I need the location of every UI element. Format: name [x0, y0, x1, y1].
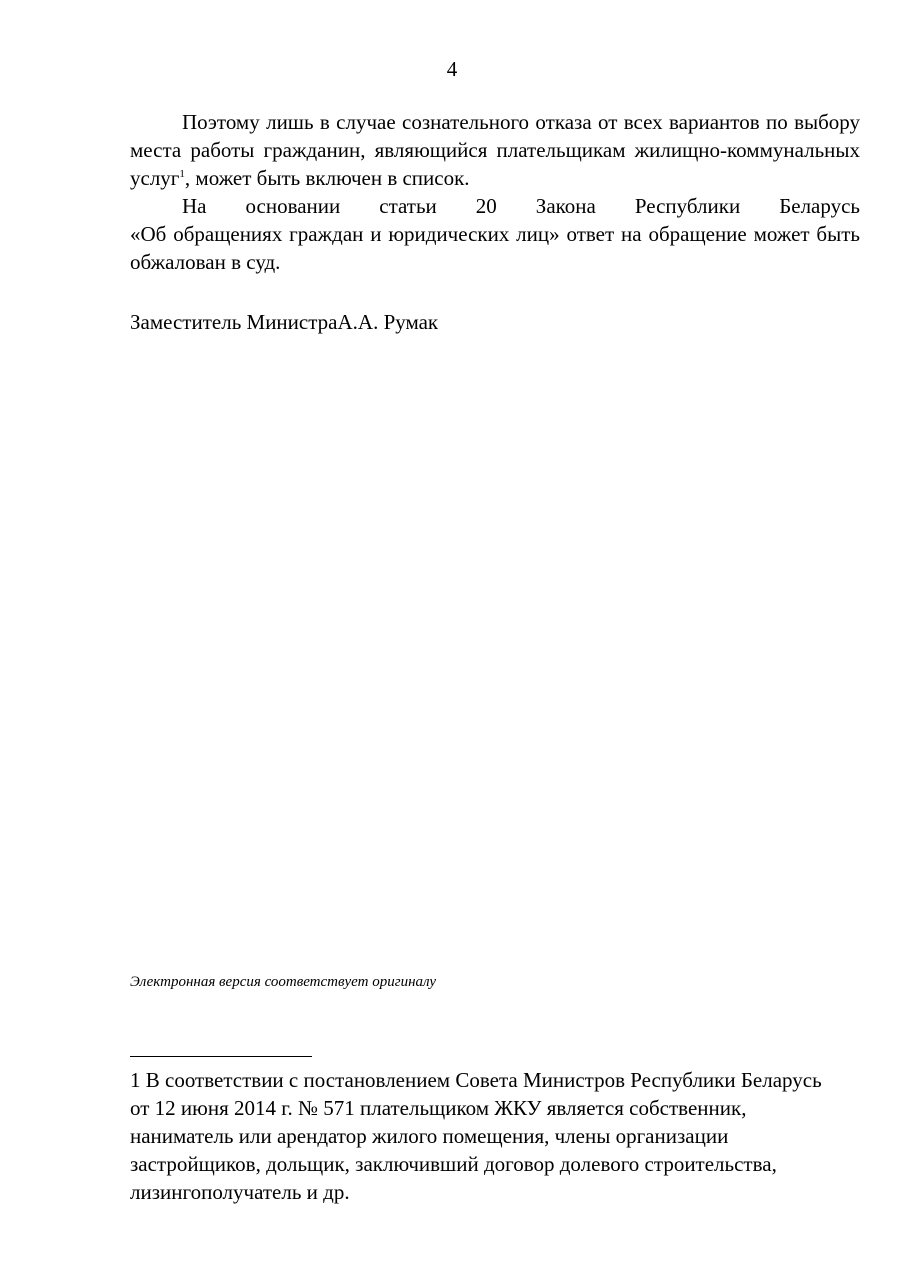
page-number: 4 — [446, 57, 458, 81]
paragraph-refusal — [130, 108, 860, 192]
footnote-divider — [130, 1056, 312, 1057]
footnote-text: 1 В соответствии с постановлением Совета Министров Республики Беларусь от 12 июня 2014 г. № 571 плательщиком ЖКУ является собственник, наниматель или арендатор жилого помещения, члены организации застройщиков, дольщик, заключивший договор долевого строительства, лизингополучатель и др. — [130, 1068, 822, 1204]
paragraph-refusal-text: Поэтому лишь в случае сознательного отказа от всех вариантов по выбору места работы гражданин, являющийся плательщикам жилищно-коммунальных услуг — [130, 110, 860, 190]
paragraph-appeal-rest: «Об обращениях граждан и юридических лиц» ответ на обращение может быть обжалован в суд. — [130, 222, 860, 274]
electronic-version-note: Электронная версия соответствует оригиналу — [130, 974, 437, 990]
footnote-reference: 1 — [179, 168, 185, 180]
signatory-name: А.А. Румак — [337, 310, 439, 334]
signature-block — [130, 308, 438, 336]
paragraph-appeal-line1: На основании статьи 20 Закона Республики Беларусь — [182, 194, 860, 218]
signatory-title: Заместитель Министра — [130, 310, 338, 334]
letter-body — [130, 108, 860, 276]
paragraph-refusal-tail: , может быть включен в список. — [184, 166, 470, 190]
